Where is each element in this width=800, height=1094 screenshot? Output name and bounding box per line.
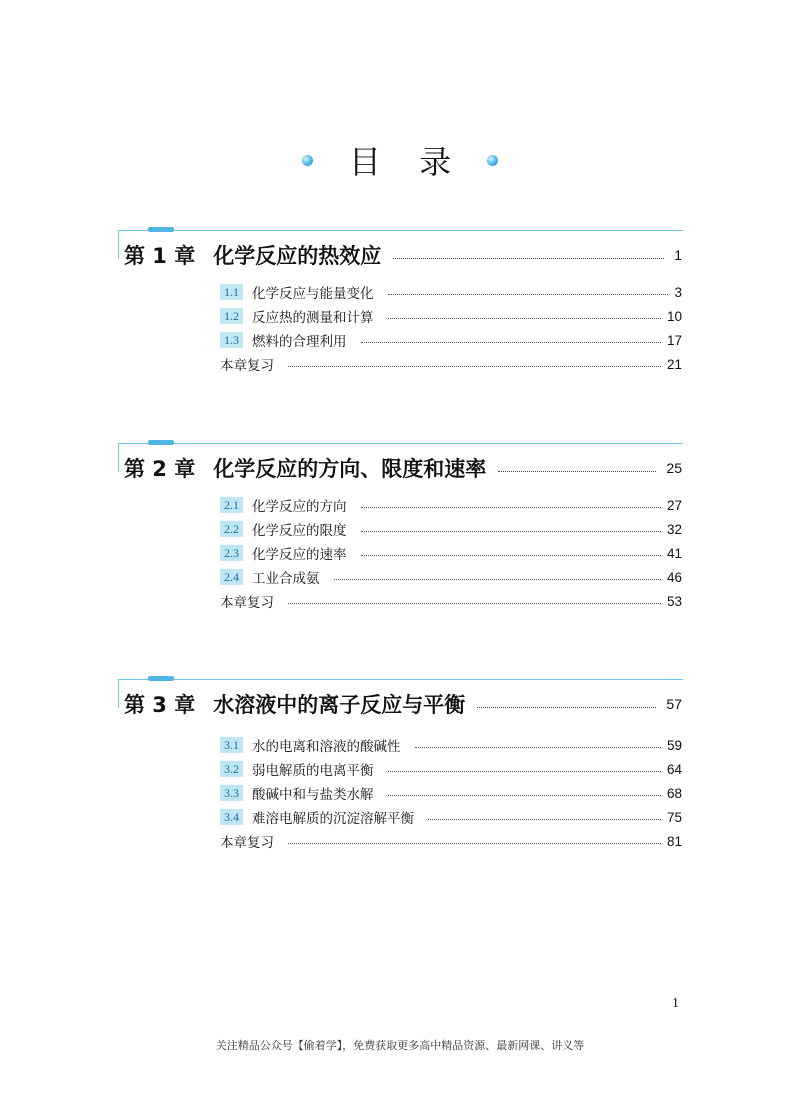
dot-leader xyxy=(288,843,661,844)
section-number-badge: 1.3 xyxy=(220,332,243,348)
section-page: 59 xyxy=(666,737,682,753)
toc-entry[interactable] xyxy=(220,781,682,805)
toc-entry[interactable] xyxy=(220,517,682,541)
footer-notice: 关注精品公众号【偷着学】，免费获取更多高中精品资源、最新网课、讲义等 xyxy=(215,1039,585,1052)
toc-entry[interactable] xyxy=(220,541,682,565)
section-title: 弱电解质的电离平衡 xyxy=(252,763,374,779)
section-page: 81 xyxy=(666,833,682,849)
section-number-badge: 3.4 xyxy=(220,809,243,825)
section-page: 64 xyxy=(666,761,682,777)
section-page: 10 xyxy=(666,308,682,324)
chapter-title: 水溶液中的离子反应与平衡 xyxy=(213,693,466,717)
section-title: 化学反应的限度 xyxy=(252,523,347,539)
toc-entry-review[interactable] xyxy=(220,829,682,853)
section-title: 难溶电解质的沉淀溶解平衡 xyxy=(252,811,414,827)
toc-entry[interactable] xyxy=(220,565,682,589)
dot-leader xyxy=(477,707,656,708)
dot-leader xyxy=(288,603,661,604)
chapter-heading[interactable] xyxy=(124,453,682,483)
dot-leader xyxy=(361,531,661,532)
section-number-badge: 3.1 xyxy=(220,737,243,753)
dot-leader xyxy=(393,258,664,259)
section-page: 53 xyxy=(666,593,682,609)
bullet-dot-icon xyxy=(302,155,313,166)
chapter-number: 第 3 章 xyxy=(124,693,196,717)
chapter-number: 第 2 章 xyxy=(124,457,196,481)
dot-leader xyxy=(361,342,661,343)
dot-leader xyxy=(361,507,661,508)
chapter-heading[interactable] xyxy=(124,240,682,270)
section-title: 燃料的合理利用 xyxy=(252,334,347,350)
toc-entry[interactable] xyxy=(220,757,682,781)
section-title: 工业合成氨 xyxy=(252,571,320,587)
section-list xyxy=(220,280,682,376)
toc-entry[interactable] xyxy=(220,304,682,328)
dot-leader xyxy=(388,771,661,772)
review-title: 本章复习 xyxy=(220,358,274,374)
section-page: 32 xyxy=(666,521,682,537)
section-title: 水的电离和溶液的酸碱性 xyxy=(252,739,401,755)
chapter-page: 1 xyxy=(674,247,682,263)
section-title: 化学反应与能量变化 xyxy=(252,286,374,302)
dot-leader xyxy=(388,294,669,295)
section-page: 68 xyxy=(666,785,682,801)
section-title: 化学反应的速率 xyxy=(252,547,347,563)
section-number-badge: 2.2 xyxy=(220,521,243,537)
dot-leader xyxy=(498,471,656,472)
dot-leader xyxy=(334,579,661,580)
section-list xyxy=(220,493,682,613)
section-page: 41 xyxy=(666,545,682,561)
dot-leader xyxy=(288,366,661,367)
dot-leader xyxy=(361,555,661,556)
section-number-badge: 2.4 xyxy=(220,569,243,585)
section-page: 46 xyxy=(666,569,682,585)
toc-entry[interactable] xyxy=(220,805,682,829)
chapter-page: 57 xyxy=(666,696,682,712)
section-page: 3 xyxy=(674,284,682,300)
section-number-badge: 1.1 xyxy=(220,284,243,300)
section-title: 反应热的测量和计算 xyxy=(252,310,374,326)
chapter-accent-bar xyxy=(148,676,174,681)
section-page: 75 xyxy=(666,809,682,825)
page-number: 1 xyxy=(672,996,679,1011)
toc-entry[interactable] xyxy=(220,328,682,352)
review-title: 本章复习 xyxy=(220,835,274,851)
section-page: 27 xyxy=(666,497,682,513)
section-page: 17 xyxy=(666,332,682,348)
section-number-badge: 3.2 xyxy=(220,761,243,777)
toc-entry[interactable] xyxy=(220,733,682,757)
section-number-badge: 1.2 xyxy=(220,308,243,324)
dot-leader xyxy=(415,747,661,748)
dot-leader xyxy=(388,318,661,319)
section-number-badge: 2.1 xyxy=(220,497,243,513)
dot-leader xyxy=(428,819,661,820)
bullet-dot-icon xyxy=(487,155,498,166)
section-number-badge: 2.3 xyxy=(220,545,243,561)
chapter-number: 第 1 章 xyxy=(124,244,196,268)
toc-entry-review[interactable] xyxy=(220,589,682,613)
section-title: 酸碱中和与盐类水解 xyxy=(252,787,374,803)
dot-leader xyxy=(388,795,661,796)
review-title: 本章复习 xyxy=(220,595,274,611)
toc-entry[interactable] xyxy=(220,280,682,304)
chapter-page: 25 xyxy=(666,460,682,476)
toc-entry-review[interactable] xyxy=(220,352,682,376)
toc-title-bar xyxy=(0,140,800,180)
section-title: 化学反应的方向 xyxy=(252,499,347,515)
chapter-title: 化学反应的方向、限度和速率 xyxy=(213,457,487,481)
page-title: 目 录 xyxy=(348,143,466,181)
chapter-heading[interactable] xyxy=(124,689,682,719)
chapter-accent-bar xyxy=(148,227,174,232)
chapter-title: 化学反应的热效应 xyxy=(213,244,382,268)
section-page: 21 xyxy=(666,356,682,372)
section-number-badge: 3.3 xyxy=(220,785,243,801)
section-list xyxy=(220,733,682,853)
chapter-accent-bar xyxy=(148,440,174,445)
toc-entry[interactable] xyxy=(220,493,682,517)
